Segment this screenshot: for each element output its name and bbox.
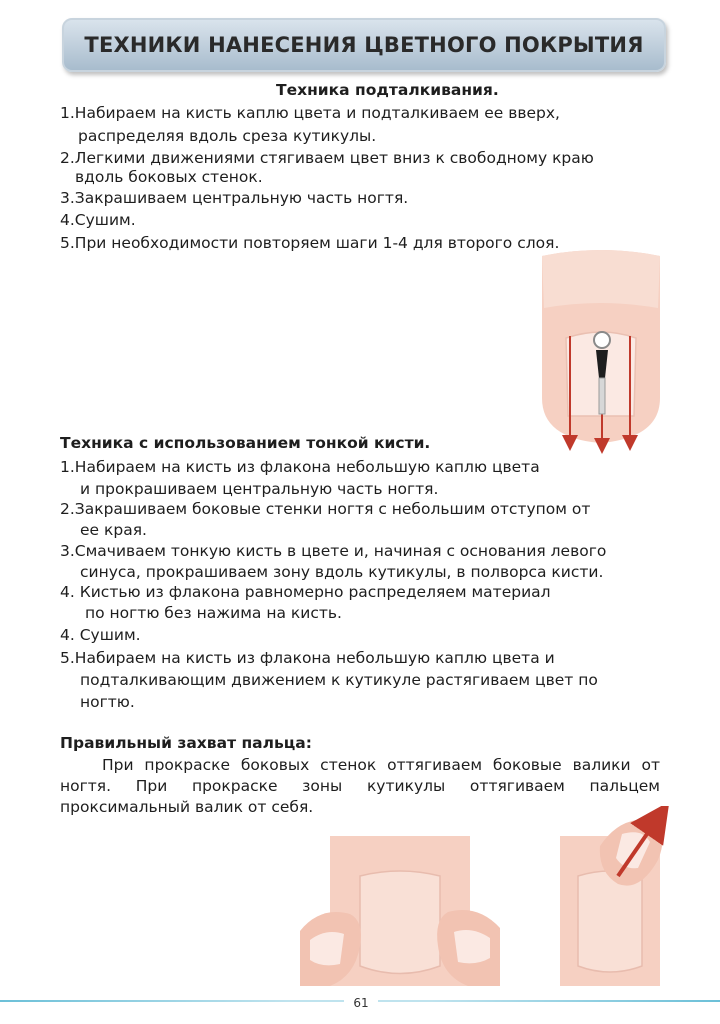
section2-line: подталкивающим движением к кутикуле растягиваем цвет по bbox=[80, 671, 598, 689]
nail-push-illustration bbox=[530, 248, 670, 458]
section2-line: 4. Кистью из флакона равномерно распределяем материал bbox=[60, 583, 551, 601]
nail-bed bbox=[360, 871, 440, 974]
section1-line: вдоль боковых стенок. bbox=[75, 168, 263, 186]
brush-handle bbox=[599, 378, 605, 414]
helper-nail-left bbox=[310, 932, 344, 965]
section1-line: 3.Закрашиваем центральную часть ногтя. bbox=[60, 189, 409, 207]
section2-line: ногтю. bbox=[80, 693, 135, 711]
section2-line: 2.Закрашиваем боковые стенки ногтя с небольшим отступом от bbox=[60, 500, 591, 518]
page-number: 61 bbox=[344, 996, 378, 1010]
section2-line: 3.Смачиваем тонкую кисть в цвете и, начиная с основания левого bbox=[60, 542, 607, 560]
section1-line: 5.При необходимости повторяем шаги 1-4 для второго слоя. bbox=[60, 234, 560, 252]
finger-grip-sides-illustration bbox=[300, 836, 500, 996]
finger-grip-cuticle-illustration bbox=[540, 806, 690, 996]
section2-line: 5.Набираем на кисть из флакона небольшую каплю цвета и bbox=[60, 649, 555, 667]
section1-line: распределяя вдоль среза кутикулы. bbox=[78, 127, 377, 145]
section2-line: 4. Сушим. bbox=[60, 626, 141, 644]
section1-line: 4.Сушим. bbox=[60, 211, 136, 229]
section2-line: по ногтю без нажима на кисть. bbox=[85, 604, 342, 622]
section1-line: 2.Легкими движениями стягиваем цвет вниз к свободному краю bbox=[60, 149, 594, 167]
section2-line: и прокрашиваем центральную часть ногтя. bbox=[80, 480, 439, 498]
section3-paragraph: При прокраске боковых стенок оттягиваем боковые валики от ногтя. При прокраске зоны кутикулы оттягиваем пальцем проксимальный валик от себя. bbox=[60, 756, 660, 816]
section2-line: 1.Набираем на кисть из флакона небольшую каплю цвета bbox=[60, 458, 540, 476]
section2-line: ее края. bbox=[80, 521, 147, 539]
section2-heading: Техника с использованием тонкой кисти. bbox=[60, 434, 431, 452]
section1-heading: Техника подталкивания. bbox=[276, 81, 499, 99]
section2-line: синуса, прокрашиваем зону вдоль кутикулы, в полворса кисти. bbox=[80, 563, 604, 581]
helper-nail-right bbox=[454, 930, 490, 963]
title-banner bbox=[62, 18, 666, 72]
nail-bed bbox=[578, 871, 642, 972]
page-title: ТЕХНИКИ НАНЕСЕНИЯ ЦВЕТНОГО ПОКРЫТИЯ bbox=[84, 33, 644, 57]
section1-line: 1.Набираем на кисть каплю цвета и подталкиваем ее вверх, bbox=[60, 104, 560, 122]
finger-tip bbox=[542, 250, 660, 308]
color-drop bbox=[594, 332, 610, 348]
section3-heading: Правильный захват пальца: bbox=[60, 734, 312, 752]
